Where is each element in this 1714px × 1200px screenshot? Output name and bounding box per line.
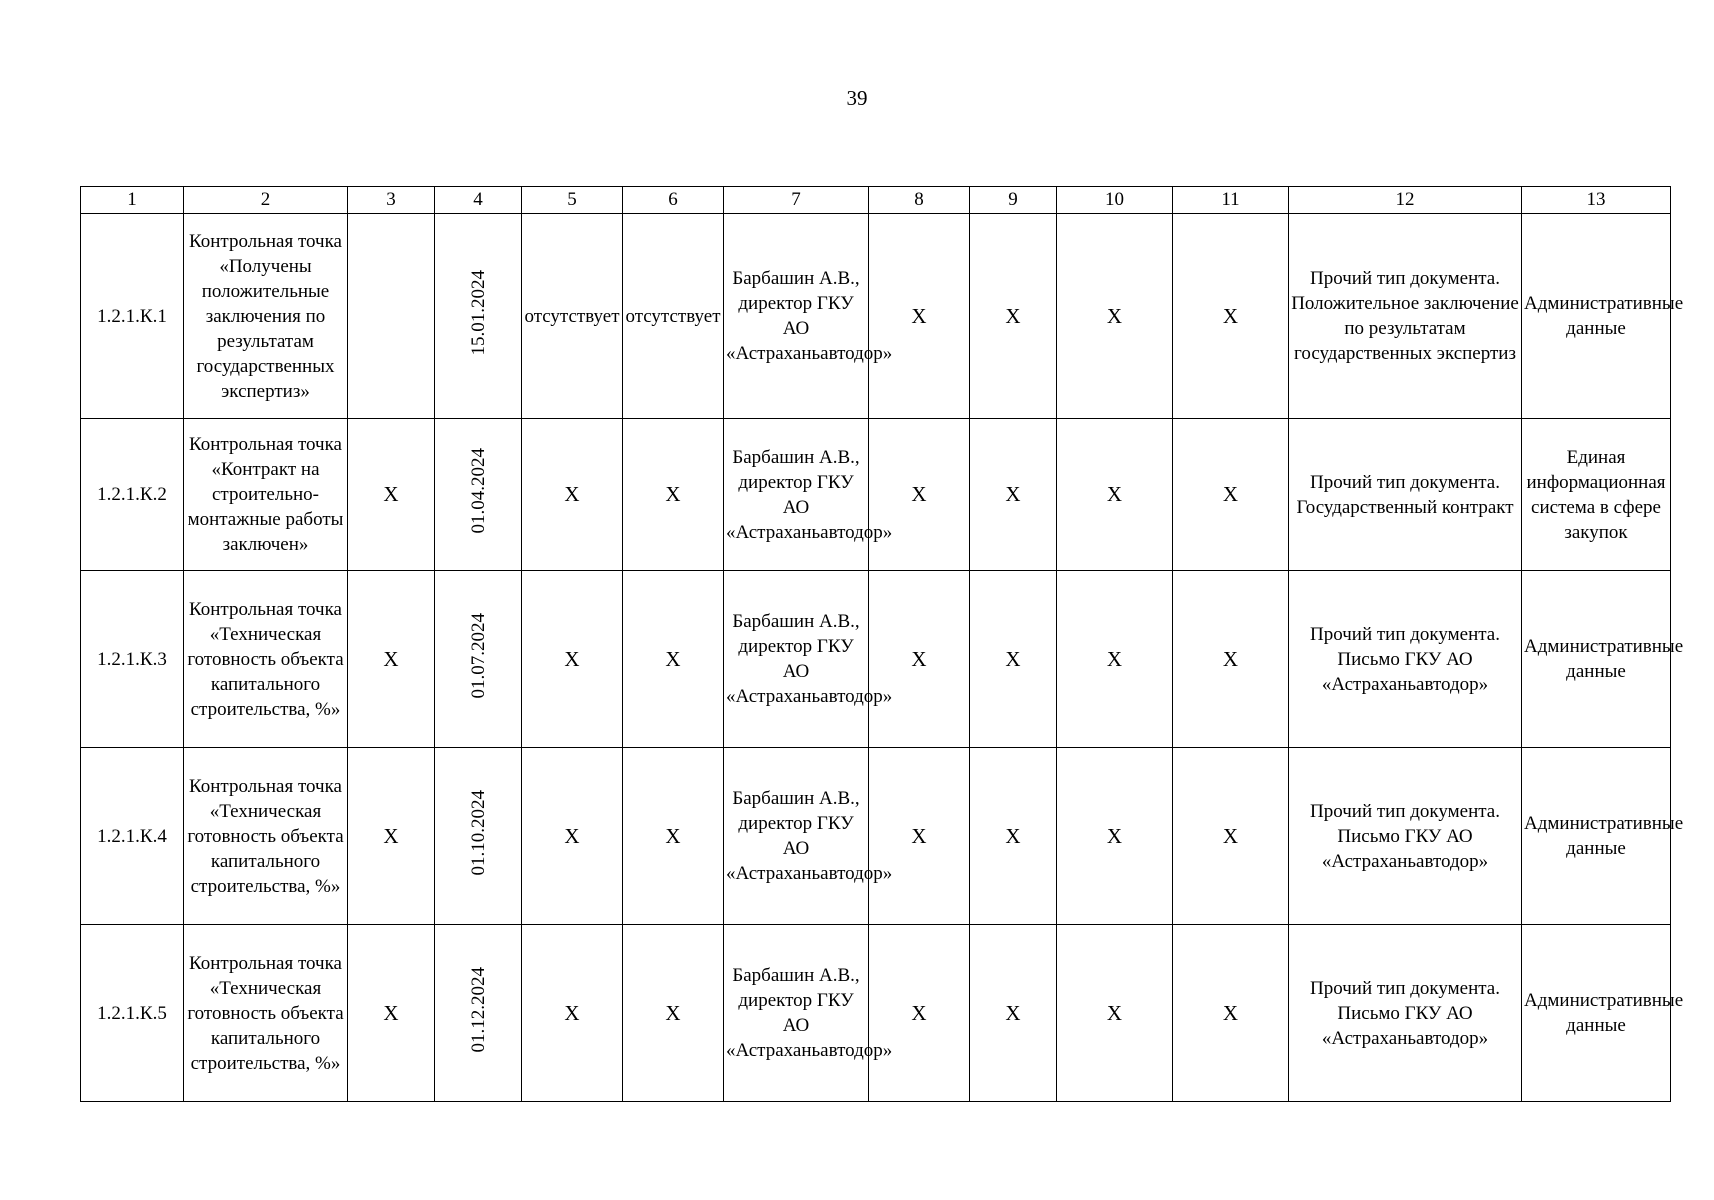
- date-cell: [435, 214, 522, 419]
- responsible-person: Барбашин А.В., директор ГКУ АО «Астраханьавтодор»: [724, 748, 869, 925]
- column-header: 1: [81, 187, 184, 214]
- date-cell: [435, 925, 522, 1102]
- column-header: 9: [970, 187, 1057, 214]
- column-header: 2: [184, 187, 348, 214]
- date-cell: [435, 419, 522, 571]
- cell-col6: Х: [623, 748, 724, 925]
- cell-col9: Х: [970, 748, 1057, 925]
- row-code: 1.2.1.К.4: [81, 748, 184, 925]
- responsible-person: Барбашин А.В., директор ГКУ АО «Астраханьавтодор»: [724, 571, 869, 748]
- control-points-table: [80, 186, 1684, 1102]
- cell-col6: отсутствует: [623, 214, 724, 419]
- cell-col8: Х: [869, 214, 970, 419]
- column-header: 13: [1522, 187, 1671, 214]
- cell-col11: Х: [1173, 925, 1289, 1102]
- table-row: [81, 419, 1671, 571]
- data-source: Единая информационная система в сфере закупок: [1522, 419, 1671, 571]
- date-cell: [435, 571, 522, 748]
- table-row: [81, 925, 1671, 1102]
- cell-col5: Х: [522, 925, 623, 1102]
- date-value: 01.10.2024: [467, 789, 489, 876]
- cell-col5: Х: [522, 571, 623, 748]
- cell-col5: Х: [522, 419, 623, 571]
- column-header: 4: [435, 187, 522, 214]
- cell-col10: Х: [1057, 925, 1173, 1102]
- column-header: 10: [1057, 187, 1173, 214]
- cell-col10: Х: [1057, 214, 1173, 419]
- date-value: 01.07.2024: [467, 612, 489, 699]
- cell-col6: Х: [623, 925, 724, 1102]
- cell-col8: Х: [869, 748, 970, 925]
- column-header: 12: [1289, 187, 1522, 214]
- cell-col3: Х: [348, 748, 435, 925]
- data-source: Административные данные: [1522, 571, 1671, 748]
- column-header: 3: [348, 187, 435, 214]
- page-number: 39: [846, 86, 868, 110]
- cell-col10: Х: [1057, 419, 1173, 571]
- row-code: 1.2.1.К.2: [81, 419, 184, 571]
- date-value: 01.12.2024: [467, 966, 489, 1053]
- cell-col10: Х: [1057, 571, 1173, 748]
- column-number-row: [81, 187, 1671, 214]
- cell-col11: Х: [1173, 419, 1289, 571]
- control-point-name: Контрольная точка «Получены положительные заключения по результатам государственных экспертиз»: [184, 214, 348, 419]
- cell-col9: Х: [970, 925, 1057, 1102]
- column-header: 8: [869, 187, 970, 214]
- responsible-person: Барбашин А.В., директор ГКУ АО «Астраханьавтодор»: [724, 925, 869, 1102]
- cell-col6: Х: [623, 419, 724, 571]
- column-header: 7: [724, 187, 869, 214]
- cell-col5: отсутствует: [522, 214, 623, 419]
- document-type: Прочий тип документа. Положительное заключение по результатам государственных экспертиз: [1289, 214, 1522, 419]
- responsible-person: Барбашин А.В., директор ГКУ АО «Астраханьавтодор»: [724, 419, 869, 571]
- control-point-name: Контрольная точка «Техническая готовность объекта капитального строительства, %»: [184, 571, 348, 748]
- responsible-person: Барбашин А.В., директор ГКУ АО «Астраханьавтодор»: [724, 214, 869, 419]
- cell-col9: Х: [970, 571, 1057, 748]
- date-cell: [435, 748, 522, 925]
- cell-col3: [348, 214, 435, 419]
- control-point-name: Контрольная точка «Контракт на строительно-монтажные работы заключен»: [184, 419, 348, 571]
- data-source: Административные данные: [1522, 925, 1671, 1102]
- document-type: Прочий тип документа. Государственный контракт: [1289, 419, 1522, 571]
- document-type: Прочий тип документа. Письмо ГКУ АО «Астраханьавтодор»: [1289, 925, 1522, 1102]
- cell-col11: Х: [1173, 748, 1289, 925]
- column-header: 5: [522, 187, 623, 214]
- table-row: [81, 571, 1671, 748]
- table-row: [81, 748, 1671, 925]
- cell-col8: Х: [869, 419, 970, 571]
- cell-col3: Х: [348, 419, 435, 571]
- cell-col9: Х: [970, 419, 1057, 571]
- data-source: Административные данные: [1522, 748, 1671, 925]
- data-source: Административные данные: [1522, 214, 1671, 419]
- cell-col3: Х: [348, 571, 435, 748]
- row-code: 1.2.1.К.1: [81, 214, 184, 419]
- cell-col5: Х: [522, 748, 623, 925]
- cell-col11: Х: [1173, 571, 1289, 748]
- cell-col11: Х: [1173, 214, 1289, 419]
- cell-col6: Х: [623, 571, 724, 748]
- document-type: Прочий тип документа. Письмо ГКУ АО «Астраханьавтодор»: [1289, 748, 1522, 925]
- row-code: 1.2.1.К.3: [81, 571, 184, 748]
- cell-col10: Х: [1057, 748, 1173, 925]
- cell-col9: Х: [970, 214, 1057, 419]
- control-point-name: Контрольная точка «Техническая готовность объекта капитального строительства, %»: [184, 925, 348, 1102]
- column-header: 11: [1173, 187, 1289, 214]
- column-header: 6: [623, 187, 724, 214]
- row-code: 1.2.1.К.5: [81, 925, 184, 1102]
- cell-col8: Х: [869, 571, 970, 748]
- cell-col8: Х: [869, 925, 970, 1102]
- date-value: 01.04.2024: [467, 448, 489, 534]
- document-type: Прочий тип документа. Письмо ГКУ АО «Астраханьавтодор»: [1289, 571, 1522, 748]
- cell-col3: Х: [348, 925, 435, 1102]
- date-value: 15.01.2024: [467, 269, 489, 356]
- table-row: [81, 214, 1671, 419]
- control-point-name: Контрольная точка «Техническая готовность объекта капитального строительства, %»: [184, 748, 348, 925]
